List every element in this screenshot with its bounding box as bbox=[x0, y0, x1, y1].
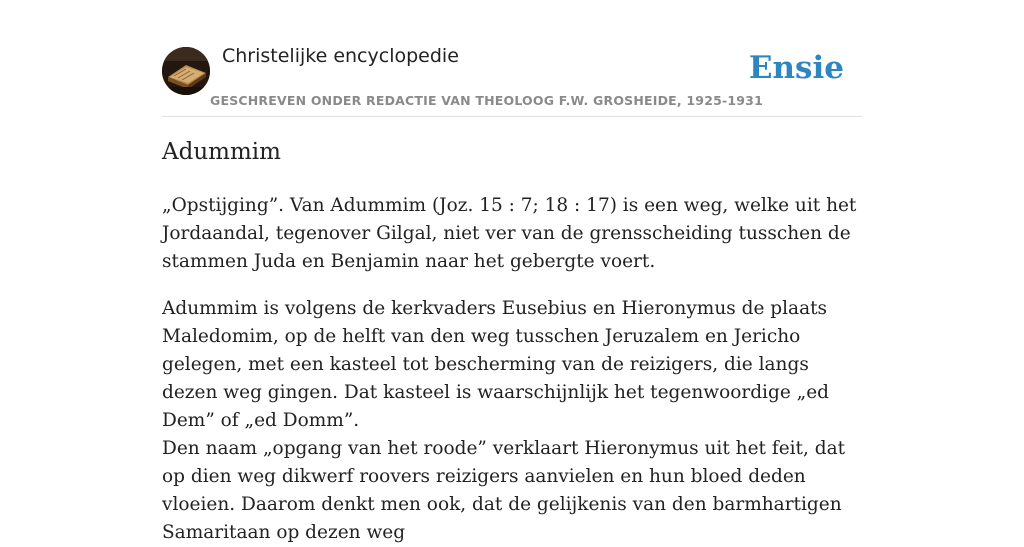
site-title[interactable]: Christelijke encyclopedie bbox=[222, 45, 459, 67]
page bbox=[162, 0, 862, 543]
ensie-logo-link[interactable]: Ensie bbox=[748, 50, 844, 86]
encyclopedia-avatar[interactable] bbox=[162, 47, 210, 95]
article-paragraph: „Opstijging”. Van Adummim (Joz. 15 : 7; 18 : 17) is een weg, welke uit het Jordaandal, tegenover Gilgal, niet ver van de grensscheiding tusschen de stammen Juda en Benjamin naar het gebergte voert. bbox=[162, 195, 857, 272]
article-paragraph: Adummim is volgens de kerkvaders Eusebius en Hieronymus de plaats Maledomim, op de helft van den weg tusschen Jeruzalem en Jericho gelegen, met een kasteel tot bescherming van de reizigers, die langs dezen weg gingen. Dat kasteel is waarschijnlijk het tegenwoordige „ed Dem” of „ed Domm”. bbox=[162, 298, 830, 431]
book-image-icon bbox=[162, 47, 210, 95]
article-paragraph: Den naam „opgang van het roode” verklaart Hieronymus uit het feit, dat op dien weg dikwerf roovers reizigers aanvielen en hun bloed deden vloeien. Daarom denkt men ook, dat de gelijkenis van den barmhartigen Samaritaan op dezen weg bbox=[162, 438, 846, 543]
article-title: Adummim bbox=[162, 139, 281, 165]
site-header bbox=[162, 0, 862, 117]
site-subtitle: GESCHREVEN ONDER REDACTIE VAN THEOLOOG F.W. GROSHEIDE, 1925-1931 bbox=[210, 93, 763, 108]
